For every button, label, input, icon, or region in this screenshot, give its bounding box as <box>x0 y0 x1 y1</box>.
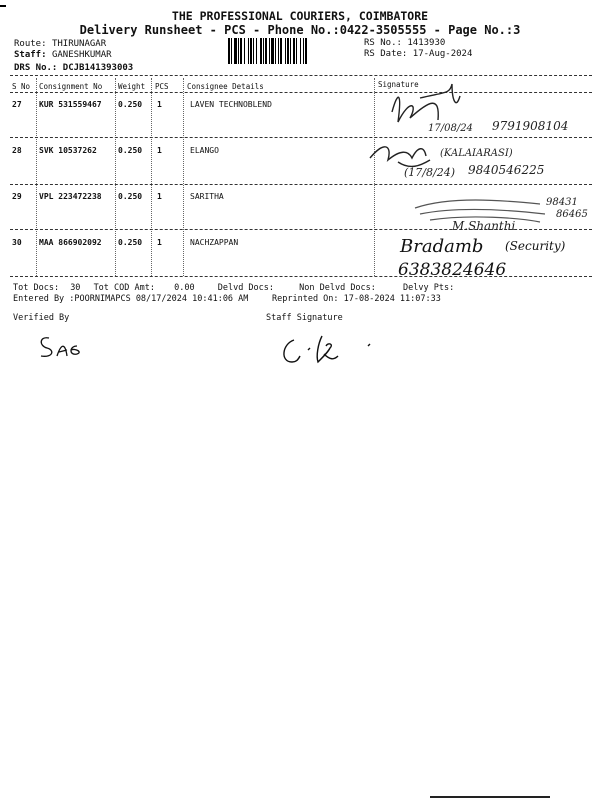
row-29-consignee: SARITHA <box>190 192 224 201</box>
row-27-sno: 27 <box>12 100 22 109</box>
rs-date-value: 17-Aug-2024 <box>412 49 473 59</box>
delvy-pts-label: Delvy Pts: <box>403 283 455 293</box>
row-29-consignment: VPL 223472238 <box>39 192 102 201</box>
col-header-consignment: Consignment No <box>39 82 103 91</box>
cod-label: Tot COD Amt: <box>93 283 155 293</box>
drs-value: DCJB141393003 <box>62 63 134 73</box>
row-29-pcs: 1 <box>157 192 162 201</box>
row-28-pcs: 1 <box>157 146 162 155</box>
sig28-date: (17/8/24) <box>404 166 455 179</box>
row-30-pcs: 1 <box>157 238 162 247</box>
sig30-phone: 6383824646 <box>398 260 507 280</box>
drs-line: DRS No.: DCJB141393003 <box>14 63 134 73</box>
sig29-num2: 86465 <box>556 209 588 220</box>
row-28-sno: 28 <box>12 146 22 155</box>
totals-line <box>13 283 454 293</box>
tot-docs-value: 30 <box>70 283 81 293</box>
staff-signature-label: Staff Signature <box>266 313 343 323</box>
row-29-sno: 29 <box>12 192 22 201</box>
tot-docs-label: Tot Docs: <box>13 283 60 293</box>
row-27-pcs: 1 <box>157 100 162 109</box>
sig28-phone: 9840546225 <box>468 163 545 177</box>
non-delvd-label: Non Delvd Docs: <box>299 283 376 293</box>
col-header-consignee: Consignee Details <box>187 82 264 91</box>
sig30-name: Bradamb <box>400 236 484 257</box>
entered-by: Entered By :POORNIMAPCS 08/17/2024 10:41:06 AM <box>13 294 249 304</box>
sig27-phone: 9791908104 <box>492 119 569 133</box>
rs-no-line: RS No.: 1413930 <box>364 38 446 48</box>
sig28-name: (KALAIARASI) <box>440 148 513 159</box>
route-line: Route: THIRUNAGAR <box>14 39 107 49</box>
signature-27 <box>392 84 460 122</box>
runsheet-title: Delivery Runsheet - PCS - Phone No.:0422-3505555 - Page No.:3 <box>79 23 521 37</box>
row-28-consignee: ELANGO <box>190 146 219 155</box>
rs-date-line: RS Date: 17-Aug-2024 <box>364 49 473 59</box>
row-30-consignment: MAA 866902092 <box>39 238 102 247</box>
cod-value: 0.00 <box>174 283 195 293</box>
row-28-weight: 0.250 <box>118 146 143 155</box>
signature-28 <box>370 147 430 167</box>
col-header-sno: S No <box>12 82 31 91</box>
company-title: THE PROFESSIONAL COURIERS, COIMBATORE <box>171 9 429 23</box>
row-28-consignment: SVK 10537262 <box>39 146 97 155</box>
verified-by-label: Verified By <box>13 313 70 323</box>
staff-signature-mark <box>278 326 388 371</box>
rs-no-value: 1413930 <box>407 38 446 48</box>
row-27-consignee: LAVEN TECHNOBLEND <box>190 100 272 109</box>
row-30-sno: 30 <box>12 238 22 247</box>
sig27-date: 17/08/24 <box>428 123 473 134</box>
staff-value: GANESHKUMAR <box>51 50 112 60</box>
row-30-weight: 0.250 <box>118 238 143 247</box>
staff-line: Staff: GANESHKUMAR <box>14 50 112 60</box>
reprinted-on: Reprinted On: 17-08-2024 11:07:33 <box>272 294 441 304</box>
sig29-name: M.Shanthi <box>452 219 516 233</box>
col-header-pcs: PCS <box>155 82 169 91</box>
handwritten-signatures <box>0 0 600 300</box>
col-header-signature: Signature <box>378 80 419 89</box>
row-27-weight: 0.250 <box>118 100 143 109</box>
row-29-weight: 0.250 <box>118 192 143 201</box>
scan-mark-bottom <box>430 796 550 798</box>
sig29-num1: 98431 <box>546 197 578 208</box>
verifier-signature <box>35 328 95 368</box>
route-value: THIRUNAGAR <box>51 39 107 49</box>
col-header-weight: Weight <box>118 82 146 91</box>
row-30-consignee: NACHZAPPAN <box>190 238 239 247</box>
delvd-label: Delvd Docs: <box>217 283 275 293</box>
sig30-note: (Security) <box>505 239 566 253</box>
row-27-consignment: KUR 531559467 <box>39 100 102 109</box>
